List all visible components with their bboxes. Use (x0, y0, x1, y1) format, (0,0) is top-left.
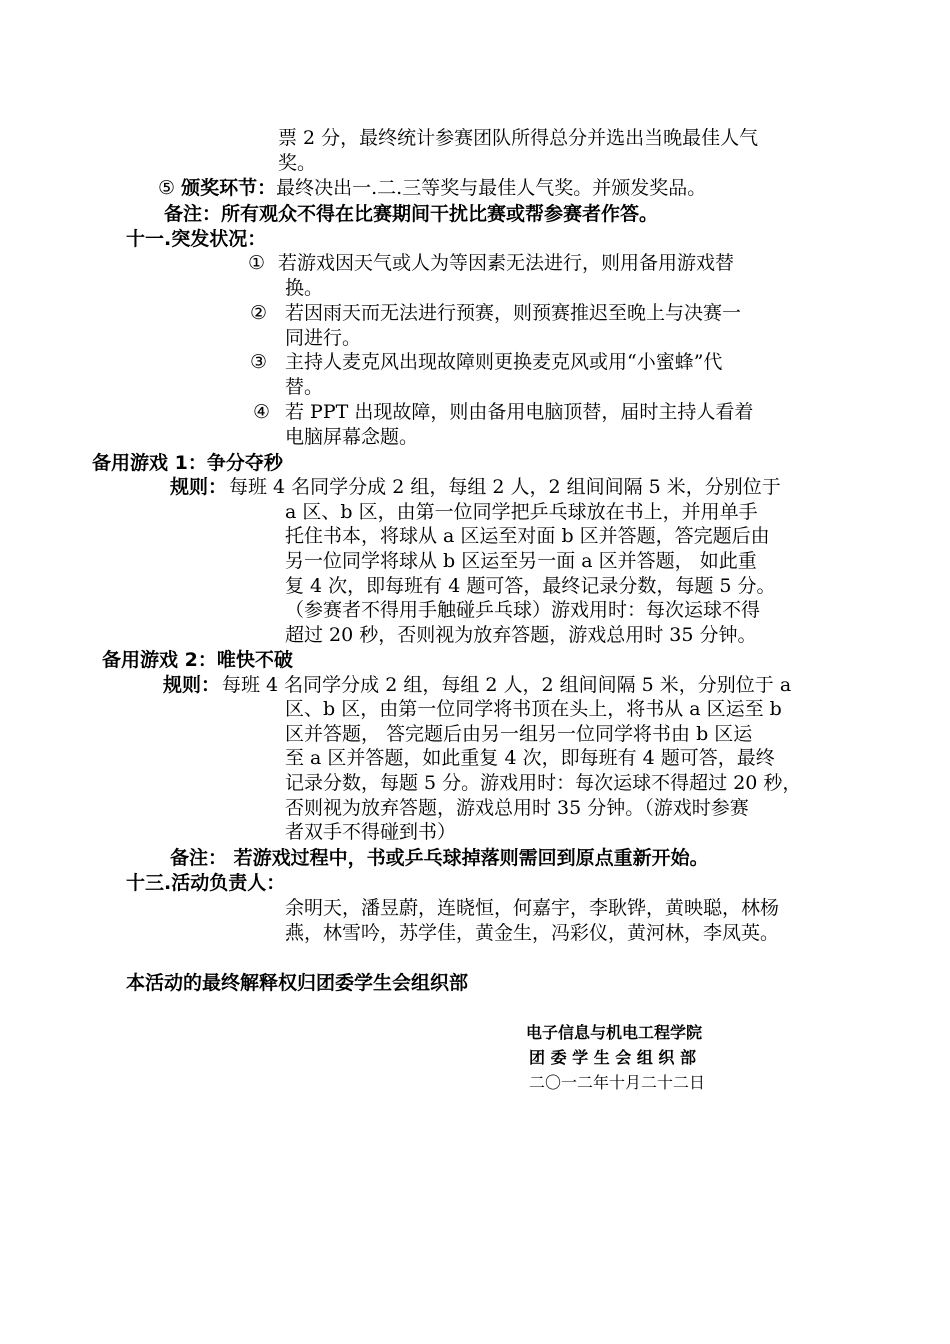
game1-line-4: 另一位同学将球从 b 区运至另一面 a 区并答题， 如此重 (285, 550, 757, 572)
game2-line-7: 者双手不得碰到书） (285, 821, 457, 843)
section13-line-1: 余明天，潘昱蔚，连晓恒，何嘉宇，李耿铧，黄映聪，林杨 (285, 897, 780, 919)
game2-line-4: 至 a 区并答题，如此重复 4 次，即每班有 4 题可答，最终 (285, 747, 775, 769)
signature-org: 电子信息与机电工程学院 (526, 1023, 703, 1042)
intro-line-1: 票 2 分，最终统计参赛团队所得总分并选出当晚最佳人气 (278, 127, 759, 149)
game1-line-5: 复 4 次，即每班有 4 题可答，最终记录分数，每题 5 分。 (285, 575, 776, 597)
game2-note: 备注： 若游戏过程中，书或乒乓球掉落则需回到原点重新开始。 (170, 847, 709, 869)
game1-title: 备用游戏 1：争分夺秒 (92, 452, 283, 474)
award-paragraph (158, 176, 706, 200)
game2-line-3: 区并答题， 答完题后由另一组另一位同学将书由 b 区运 (285, 723, 753, 745)
rights-statement: 本活动的最终解释权归团委学生会组织部 (126, 972, 469, 994)
game2-line-6: 否则视为放弃答题，游戏总用时 35 分钟。（游戏时参赛 (285, 797, 749, 819)
award-marker: ⑤ (158, 177, 176, 199)
section11-item-4-line2: 电脑屏幕念题。 (285, 426, 419, 448)
game2-rule-label: 规则： (163, 674, 221, 696)
section13-heading: 十三.活动负责人： (126, 872, 286, 894)
section11-item-3-line1: 主持人麦克风出现故障则更换麦克风或用“小蜜蜂”代 (285, 351, 723, 373)
game2-line-1: 每班 4 名同学分成 2 组，每组 2 人，2 组间间隔 5 米，分别位于 a (222, 674, 792, 696)
intro-note: 备注：所有观众不得在比赛期间干扰比赛或帮参赛者作答。 (164, 203, 659, 225)
game2-title: 备用游戏 2：唯快不破 (102, 649, 293, 671)
section11-heading: 十一.突发状况： (126, 228, 267, 250)
game1-line-7: 超过 20 秒，否则视为放弃答题，游戏总用时 35 分钟。 (285, 624, 757, 646)
section11-item-2-marker: ② (250, 302, 268, 324)
section11-item-3-marker: ③ (250, 351, 268, 373)
section13-line-2: 燕，林雪吟，苏学佳，黄金生，冯彩仪，黄河林，李凤英。 (285, 922, 780, 944)
game1-rule-label: 规则： (170, 476, 228, 498)
game1-line-6: （参赛者不得用手触碰乒乓球）游戏用时：每次运球不得 (285, 599, 761, 621)
section11-item-4-line1: 若 PPT 出现故障，则由备用电脑顶替，届时主持人看着 (285, 401, 754, 423)
signature-dept: 团 委 学 生 会 组 织 部 (529, 1048, 696, 1067)
award-text: 最终决出一.二.三等奖与最佳人气奖。并颁发奖品。 (276, 177, 707, 199)
section11-item-1-line2: 换。 (285, 277, 324, 299)
game2-line-5: 记录分数，每题 5 分。游戏用时：每次运球不得超过 20 秒， (285, 772, 802, 794)
signature-date: 二〇一二年十月二十二日 (529, 1073, 706, 1092)
game1-line-3: 托住书本，将球从 a 区运至对面 b 区并答题，答完题后由 (285, 525, 770, 547)
section11-item-1-marker: ① (248, 252, 266, 274)
section11-item-2-line1: 若因雨天而无法进行预赛，则预赛推迟至晚上与决赛一 (285, 302, 742, 324)
section11-item-3-line2: 替。 (285, 376, 324, 398)
intro-line-2: 奖。 (278, 152, 317, 174)
game1-line-2: a 区、b 区，由第一位同学把乒乓球放在书上，并用单手 (285, 501, 758, 523)
section11-item-4-marker: ④ (253, 401, 271, 423)
section11-item-2-line2: 同进行。 (285, 327, 362, 349)
game2-line-2: 区、b 区，由第一位同学将书顶在头上，将书从 a 区运至 b (285, 698, 782, 720)
award-label: 颁奖环节： (181, 177, 277, 199)
section11-item-1-line1: 若游戏因天气或人为等因素无法进行，则用备用游戏替 (278, 252, 735, 274)
game1-line-1: 每班 4 名同学分成 2 组，每组 2 人，2 组间间隔 5 米，分别位于 (229, 476, 781, 498)
